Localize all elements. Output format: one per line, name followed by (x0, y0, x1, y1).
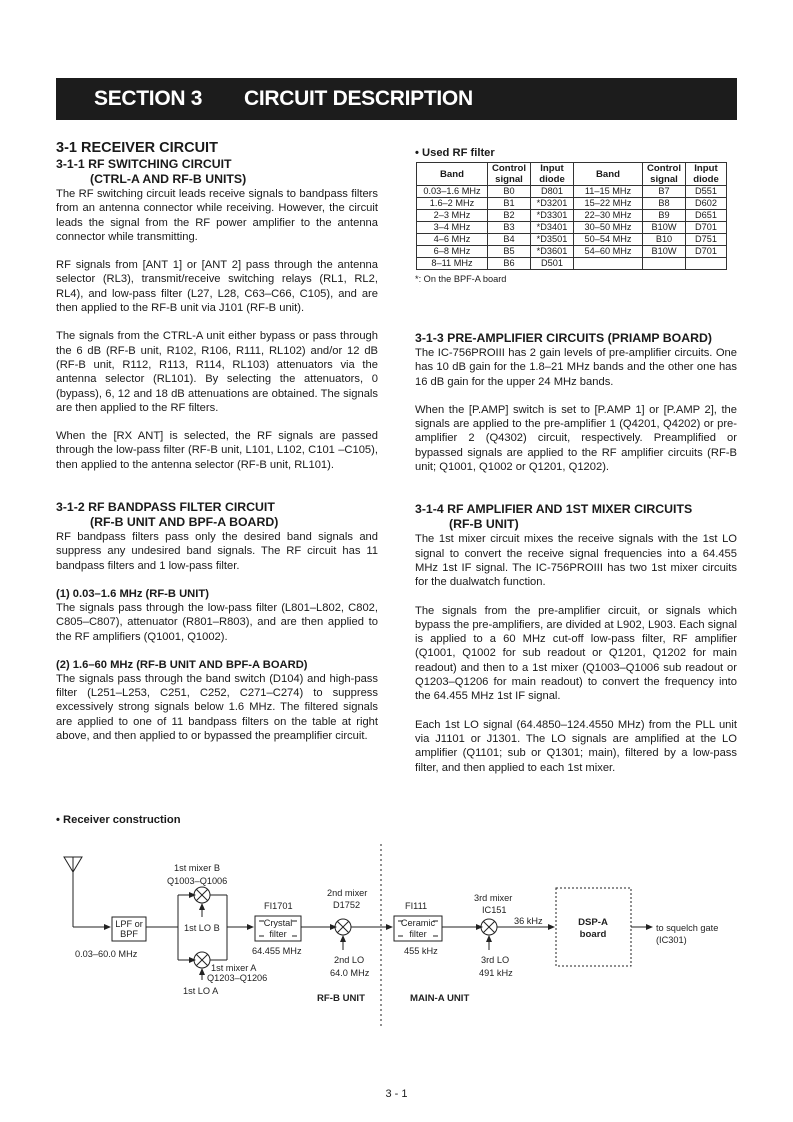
mixer-a-part: Q1203–Q1206 (207, 973, 268, 983)
table-cell: D651 (686, 210, 727, 222)
if3-label: 36 kHz (514, 916, 543, 926)
paragraph: The IC-756PROIII has 2 gain levels of pre-amplifier circuits. One has 10 dB gain for the 1.8–21 MHz bands and the other one has 16 dB gain for the upper 24 MHz bands. (415, 347, 737, 388)
table-cell (574, 258, 643, 270)
table-cell: 54–60 MHz (574, 246, 643, 258)
mixer-2nd-part: D1752 (333, 900, 361, 910)
table-row (417, 246, 727, 258)
table-row (417, 234, 727, 246)
table-cell: 8–11 MHz (417, 258, 488, 270)
dsp-board-label: board (579, 929, 607, 940)
table-header: Band (417, 163, 488, 186)
table-cell: B7 (643, 186, 686, 198)
heading-bandpass-filter (56, 500, 378, 530)
paragraph: The signals from the pre-amplifier circuit, or signals which bypass the pre-amplifiers, are divided at L902, L903. Each signal is applied to a 60 MHz cut-off low-pass filter, RF amplifier (Q1001, Q1002 for sub readout or Q1201, Q1202 for main readout) and then to a 1st mixer (Q1003–Q1006 sub readout or Q1203–Q1206 for main readout) to convert the frequency into the 64.455 MHz 1st IF signal. (415, 604, 737, 703)
lo-3rd-freq: 491 kHz (479, 968, 513, 978)
paragraph: When the [RX ANT] is selected, the RF signals are passed through the low-pass filter (RF-B unit, L101, L102, C101 –C105), then applied to the antenna selector (RF-B unit, RL101). (56, 430, 378, 471)
paragraph: The 1st mixer circuit mixes the receive signals with the 1st LO signal to convert the receive signal frequencies into a 64.455 MHz 1st IF signal. The IC-756PROIII has two 1st mixer circuits for the dualwatch function. (415, 533, 737, 589)
table-cell: B1 (488, 198, 531, 210)
heading-receiver-circuit: 3-1 RECEIVER CIRCUIT (56, 140, 218, 156)
paragraph: The signals from the CTRL-A unit either bypass or pass through the 6 dB (RF-B unit, R102, R106, R111, RL102) and/or 12 dB (RF-B unit, R112, R113, R114, RL103) attenuators via the antenna selector (RL101). By selecting the attenuators, 0 (bypass), 6, 12 and 18 dB attenuations are obtained. The signals are then applied to the RF filters. (56, 330, 378, 414)
output-ic-label: (IC301) (656, 935, 687, 945)
dsp-label: DSP-A (578, 917, 608, 928)
table-header: Band (574, 163, 643, 186)
table-cell (686, 258, 727, 270)
receiver-construction-diagram (0, 830, 793, 1030)
table-cell: B4 (488, 234, 531, 246)
lo-2nd-freq: 64.0 MHz (330, 968, 370, 978)
table-cell: D701 (686, 222, 727, 234)
table-cell: 50–54 MHz (574, 234, 643, 246)
table-row (417, 258, 727, 270)
lo-a-label: 1st LO A (183, 986, 219, 996)
table-cell: D602 (686, 198, 727, 210)
table-cell: 2–3 MHz (417, 210, 488, 222)
table-row (417, 198, 727, 210)
table-cell: D751 (686, 234, 727, 246)
table-cell: B0 (488, 186, 531, 198)
table-cell: 22–30 MHz (574, 210, 643, 222)
bpf-label: BPF (120, 929, 138, 939)
table-cell: D501 (531, 258, 574, 270)
subheading-1-6-60: (2) 1.6–60 MHz (RF-B UNIT AND BPF-A BOARD) (56, 658, 308, 671)
mixer-b-label: 1st mixer B (174, 863, 220, 873)
heading-preamp: 3-1-3 PRE-AMPLIFIER CIRCUITS (PRIAMP BOARD) (415, 331, 712, 345)
table-cell: 15–22 MHz (574, 198, 643, 210)
lpf-label: LPF or (115, 919, 143, 929)
range-label: 0.03–60.0 MHz (75, 949, 138, 959)
paragraph: The signals pass through the low-pass filter (L801–L802, C802, C805–C807), attenuator (R801–R803), and are then applied to the RF amplifiers (Q1001, Q1002). (56, 601, 378, 643)
table-row (417, 186, 727, 198)
table-cell: 0.03–1.6 MHz (417, 186, 488, 198)
rf-b-unit-label: RF-B UNIT (317, 993, 365, 1004)
ceramic-label: Ceramic (400, 918, 436, 928)
table-cell: *D3601 (531, 246, 574, 258)
table-cell: 1.6–2 MHz (417, 198, 488, 210)
table-note: *: On the BPF-A board (415, 274, 507, 284)
table-cell: B6 (488, 258, 531, 270)
table-cell: D551 (686, 186, 727, 198)
table-cell: B9 (643, 210, 686, 222)
table-cell: 30–50 MHz (574, 222, 643, 234)
table-row (417, 222, 727, 234)
table-cell (643, 258, 686, 270)
page-number: 3 - 1 (385, 1088, 408, 1100)
table-cell: B8 (643, 198, 686, 210)
rf-filter-table (416, 162, 727, 270)
table-cell: 4–6 MHz (417, 234, 488, 246)
mixer-3rd-part: IC151 (482, 905, 507, 915)
table-cell: *D3201 (531, 198, 574, 210)
heading-rf-switching-line1: 3-1-1 RF SWITCHING CIRCUIT (56, 157, 232, 171)
paragraph: The signals pass through the band switch (D104) and high-pass filter (L251–L253, C251, C252, C271–C274) to suppress excessively strong signals below 1.6 MHz. The filtered signals are applied to one of 11 bandpass filters on the table at right above, and then applied to or bypassed the preamplifier circuit. (56, 672, 378, 743)
table-cell: *D3301 (531, 210, 574, 222)
table-cell: B10W (643, 222, 686, 234)
table-cell: D801 (531, 186, 574, 198)
table-cell: 3–4 MHz (417, 222, 488, 234)
mixer-b-part: Q1003–Q1006 (167, 876, 228, 886)
table-cell: 6–8 MHz (417, 246, 488, 258)
output-label: to squelch gate (656, 923, 719, 933)
section-title: CIRCUIT DESCRIPTION (244, 87, 473, 110)
right-column (415, 331, 737, 775)
heading-bpf-line2: (RF-B UNIT AND BPF-A BOARD) (90, 515, 279, 530)
fi111-label: FI111 (405, 901, 428, 911)
table-header: Control signal (488, 163, 531, 186)
main-a-unit-label: MAIN-A UNIT (410, 993, 470, 1004)
lo-2nd-label: 2nd LO (334, 955, 365, 965)
heading-mixer-line2: (RF-B UNIT) (449, 517, 519, 532)
table-header: Input diode (531, 163, 574, 186)
mixer-3rd-label: 3rd mixer (474, 893, 513, 903)
if1-label: 64.455 MHz (252, 946, 302, 956)
fi1701-label: FI1701 (264, 901, 293, 911)
table-cell: D701 (686, 246, 727, 258)
table-cell: 11–15 MHz (574, 186, 643, 198)
heading-rf-switching-line2: (CTRL-A AND RF-B UNITS) (90, 172, 247, 186)
paragraph: The RF switching circuit leads receive signals to bandpass filters from an antenna connector while receiving. However, the circuit leads the signal from the RF power amplifier to the antenna connector while transmitting. (56, 188, 378, 243)
left-column (56, 140, 378, 743)
crystal-filter-label: filter (269, 929, 287, 939)
table-cell: B10W (643, 246, 686, 258)
lo-b-label: 1st LO B (184, 923, 220, 933)
table-cell: B5 (488, 246, 531, 258)
table-row (417, 210, 727, 222)
diagram-caption: • Receiver construction (56, 814, 181, 826)
table-header: Control signal (643, 163, 686, 186)
subheading-0-03-1-6: (1) 0.03–1.6 MHz (RF-B UNIT) (56, 587, 209, 600)
table-cell: *D3401 (531, 222, 574, 234)
lo-3rd-label: 3rd LO (481, 955, 510, 965)
heading-mixer-line1: 3-1-4 RF AMPLIFIER AND 1ST MIXER CIRCUITS (415, 502, 693, 517)
mixer-a-label: 1st mixer A (211, 963, 257, 973)
crystal-label: Crystal (263, 918, 293, 928)
heading-rf-switching (56, 157, 378, 187)
table-header: Input diode (686, 163, 727, 186)
table-cell: B10 (643, 234, 686, 246)
table-cell: B3 (488, 222, 531, 234)
heading-bpf-line1: 3-1-2 RF BANDPASS FILTER CIRCUIT (56, 500, 275, 515)
paragraph: When the [P.AMP] switch is set to [P.AMP 1] or [P.AMP 2], the signals are applied to the pre-amplifier 1 (Q4201, Q4202) or pre-amplifier 2 (Q4302) circuit, respectively. Preamplified or bypassed signals are applied to the RF amplifier circuits (RF-B unit; Q1001, Q1002 or Q1201, Q1202). (415, 403, 737, 474)
ceramic-filter-label: filter (409, 929, 427, 939)
paragraph: RF signals from [ANT 1] or [ANT 2] pass through the antenna selector (RL3), transmit/receive switching relays (RL1, RL2, RL4), and low-pass filter (L27, L28, C63–C66, C105), and are then applied to the RF-B unit via J101 (RF-B unit). (56, 259, 378, 315)
mixer-2nd-label: 2nd mixer (327, 888, 368, 898)
section-number: SECTION 3 (94, 87, 203, 110)
table-cell: B2 (488, 210, 531, 222)
section-banner (56, 78, 737, 120)
paragraph: RF bandpass filters pass only the desired band signals and suppress any undesired band signals. The RF circuit has 11 bandpass filters and 1 low-pass filter. (56, 531, 378, 572)
if2-label: 455 kHz (404, 946, 438, 956)
paragraph: Each 1st LO signal (64.4850–124.4550 MHz) from the PLL unit via J1101 or J1301. The LO signals are amplified at the LO amplifier (Q1101; sub or Q1301; main), filtered by a low-pass filter, and then applied to each 1st mixer. (415, 718, 737, 774)
table-caption: • Used RF filter (415, 147, 495, 159)
rf-filter-table-block (415, 146, 737, 286)
table-cell: *D3501 (531, 234, 574, 246)
heading-rf-amp-mixer (415, 502, 737, 532)
